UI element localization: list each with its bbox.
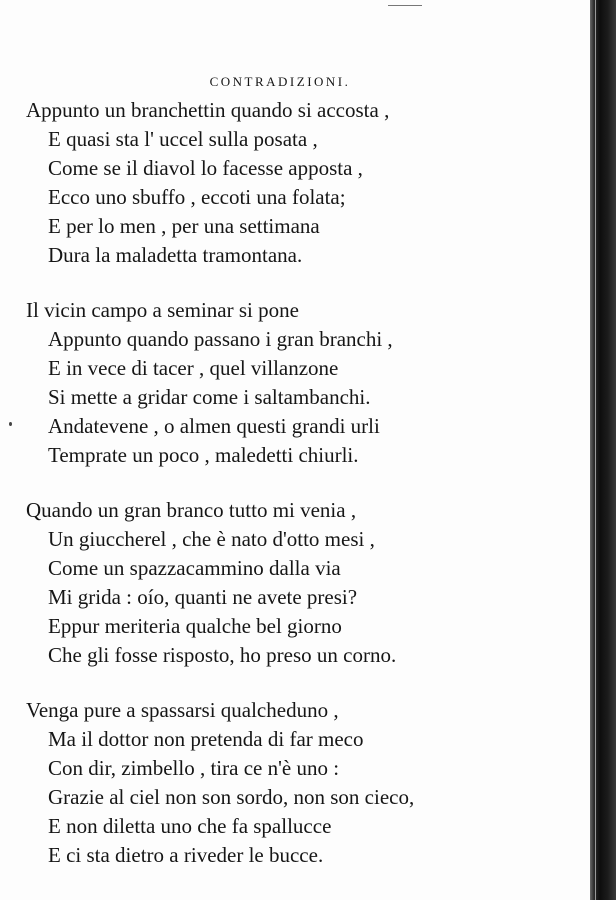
verse-line: Che gli fosse risposto, ho preso un corno. [48, 643, 397, 667]
verse-line: Appunto quando passano i gran branchi , [48, 327, 393, 351]
verse-line: E quasi sta l' uccel sulla posata , [48, 127, 318, 151]
verse-line: Temprate un poco , maledetti chiurli. [48, 443, 359, 467]
poem [26, 96, 566, 896]
stanza-1 [26, 96, 566, 270]
verse-line: Ecco uno sbuffo , eccoti una folata; [48, 185, 346, 209]
verse-line: Si mette a gridar come i saltambanchi. [48, 385, 371, 409]
verse-line: Il vicin campo a seminar si pone [26, 298, 299, 322]
verse-line: E per lo men , per una settimana [48, 214, 320, 238]
verse-line: Venga pure a spassarsi qualcheduno , [26, 698, 339, 722]
verse-line: Come se il diavol lo facesse apposta , [48, 156, 363, 180]
ink-speck [9, 422, 12, 426]
stanza-3 [26, 496, 566, 670]
stanza-2 [26, 296, 566, 470]
verse-line: Mi grida : oío, quanti ne avete presi? [48, 585, 358, 609]
verse-line: Dura la maladetta tramontana. [48, 243, 303, 267]
verse-line: Ma il dottor non pretenda di far meco [48, 727, 364, 751]
page-top-mark [388, 0, 422, 6]
verse-line: E in vece di tacer , quel villanzone [48, 356, 339, 380]
verse-line: Appunto un branchettin quando si accosta , [26, 98, 390, 122]
page-edge-line [595, 0, 596, 900]
verse-line: Con dir, zimbello , tira ce n'è uno : [48, 756, 340, 780]
verse-line: Grazie al ciel non son sordo, non son cieco, [48, 785, 415, 809]
verse-line: Eppur meriteria qualche bel giorno [48, 614, 342, 638]
book-spine-edge [590, 0, 616, 900]
page-heading: CONTRADIZIONI. [209, 74, 351, 89]
verse-line: Come un spazzacammino dalla via [48, 556, 341, 580]
verse-line: Un giuccherel , che è nato d'otto mesi , [48, 527, 375, 551]
verse-line: E non diletta uno che fa spallucce [48, 814, 332, 838]
stanza-4 [26, 696, 566, 870]
verse-line: Andatevene , o almen questi grandi urli [48, 414, 380, 438]
verse-line: E ci sta dietro a riveder le bucce. [48, 843, 324, 867]
verse-line: Quando un gran branco tutto mi venia , [26, 498, 357, 522]
